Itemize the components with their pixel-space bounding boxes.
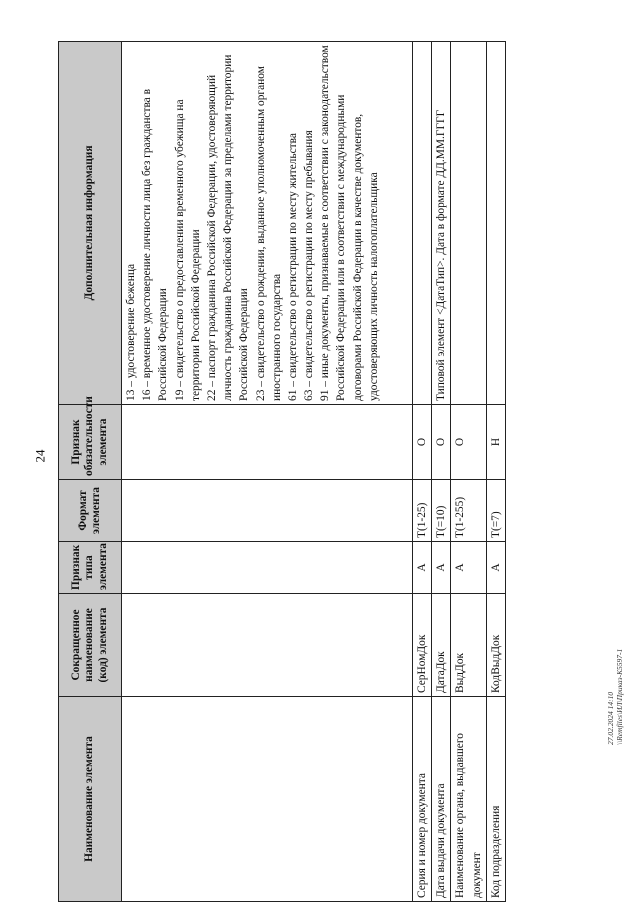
row-element-required: О [413,405,432,480]
table-cell [122,594,413,697]
row-element-info [451,42,486,405]
row-element-name: Дата выдачи документа [432,697,451,902]
footer-file-path: \\Remfiles\ИЛ\Приказ-К5597-1 [615,648,624,745]
table-cell [122,697,413,902]
doc-code-line: 19 – свидетельство о предоставлении временного убежища на территории Российской Федерации [173,99,202,401]
doc-code-line: 91 – иные документы, признаваемые в соответствии с законодательством Российской Федерации или в соответствии с международными договорами Российской Федерации в качестве документов, удостоверяющих личность налогоплательщика [319,45,380,401]
doc-code-line: 13 – удостоверение беженца [125,263,137,401]
table-row [413,42,432,902]
table-row [451,42,486,902]
row-element-code: СерНомДок [413,594,432,697]
page-number: 24 [32,449,48,463]
row-element-type: А [413,542,432,594]
element-spec-table [58,41,506,902]
row-element-info [486,42,505,405]
table-cell [122,480,413,542]
header-element-type: Признак типа элемента [59,542,122,594]
header-element-name: Наименование элемента [59,697,122,902]
row-element-info: Типовой элемент <ДатаТип>. Дата в формате ДД.ММ.ГГГГ [432,42,451,405]
row-element-format: T(=10) [432,480,451,542]
row-element-code: КодВыдДок [486,594,505,697]
document-footer [606,585,624,745]
landscape-table-area [58,42,502,902]
row-element-format: T(1-25) [413,480,432,542]
header-element-format: Формат элемента [59,480,122,542]
doc-code-line: 23 – свидетельство о рождении, выданное уполномоченным органом иностранного государства [254,66,283,401]
row-element-required: О [432,405,451,480]
row-element-type: А [451,542,486,594]
row-element-code: ДатаДок [432,594,451,697]
row-element-name: Наименование органа, выдавшего документ [451,697,486,902]
table-cell [122,542,413,594]
row-element-name: Код подразделения [486,697,505,902]
doc-code-line: 16 – временное удостоверение личности лица без гражданства в Российской Федерации [141,89,170,401]
row-element-name: Серия и номер документа [413,697,432,902]
doc-code-line: 61 – свидетельство о регистрации по месту жительства [286,133,299,401]
row-element-required: Н [486,405,505,480]
row-element-info [413,42,432,405]
table-header-row [59,42,122,902]
header-element-code: Сокращенное наименование (код) элемента [59,594,122,697]
additional-info-cell [122,42,413,405]
row-element-required: О [451,405,486,480]
row-element-type: А [486,542,505,594]
row-element-type: А [432,542,451,594]
table-row-continuation [122,42,413,902]
header-element-required: Признак обязательности элемента [59,405,122,480]
footer-timestamp: 27.02.2024 14:10 [606,691,615,745]
table-row [486,42,505,902]
table-row [432,42,451,902]
row-element-format: T(1-255) [451,480,486,542]
row-element-code: ВыдДок [451,594,486,697]
doc-code-line: 63 – свидетельство о регистрации по месту пребывания [303,130,316,401]
doc-code-line: 22 – паспорт гражданина Российской Федерации, удостоверяющий личность гражданина Российской Федерации за пределами территории Российской Федерации [205,54,251,401]
row-element-format: T(=7) [486,480,505,542]
table-cell [122,405,413,480]
header-additional-info: Дополнительная информация [59,42,122,405]
